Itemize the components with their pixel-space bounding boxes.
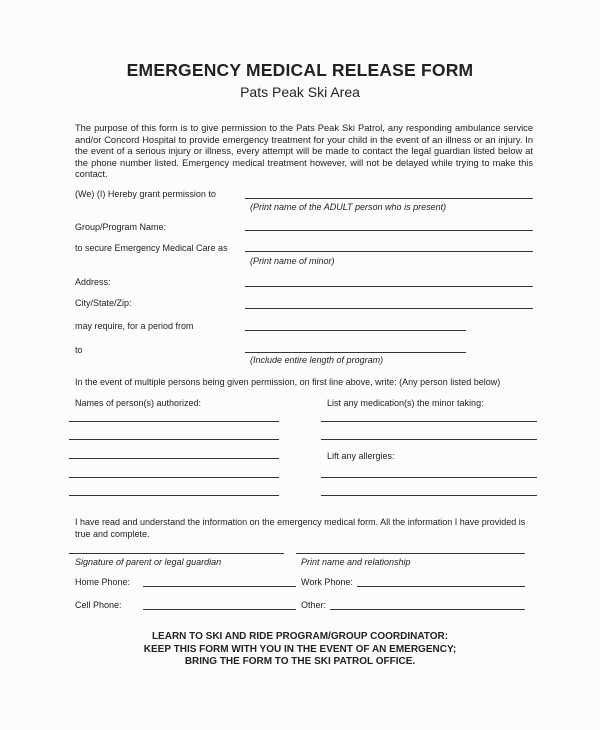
agreement-text: I have read and understand the information on the emergency medical form. All the information I have provided is true and complete. — [75, 517, 526, 539]
grant-label: (We) (I) Hereby grant permission to — [75, 189, 216, 199]
signature-line[interactable] — [69, 553, 284, 554]
authorized-label: Names of person(s) authorized: — [75, 398, 202, 408]
allergies-line[interactable] — [321, 495, 537, 496]
other-phone-line[interactable] — [330, 609, 525, 610]
multiple-persons-note: In the event of multiple persons being given permission, on first line above, write: (Any person listed below) — [75, 377, 501, 387]
authorized-line[interactable] — [69, 477, 279, 478]
medication-label: List any medication(s) the minor taking: — [327, 398, 484, 408]
period-to-line[interactable] — [245, 352, 466, 353]
print-name-line[interactable] — [296, 553, 525, 554]
group-name-line[interactable] — [245, 230, 533, 231]
adult-name-line[interactable] — [245, 198, 533, 199]
secure-label: to secure Emergency Medical Care as — [75, 243, 228, 253]
signature-hint: Signature of parent or legal guardian — [75, 557, 222, 567]
address-label: Address: — [75, 277, 111, 287]
other-phone-label: Other: — [301, 600, 327, 610]
authorized-line[interactable] — [69, 421, 279, 422]
adult-name-hint: (Print name of the ADULT person who is present) — [250, 202, 447, 212]
print-name-hint: Print name and relationship — [301, 557, 411, 567]
footer-line-3: BRING THE FORM TO THE SKI PATROL OFFICE. — [184, 656, 416, 667]
page-subtitle: Pats Peak Ski Area — [240, 84, 360, 100]
work-phone-label: Work Phone: — [301, 577, 353, 587]
authorized-line[interactable] — [69, 439, 279, 440]
to-label: to — [75, 345, 83, 355]
medication-line[interactable] — [321, 421, 537, 422]
city-line[interactable] — [245, 308, 533, 309]
group-label: Group/Program Name: — [75, 222, 167, 232]
length-hint: (Include entire length of program) — [250, 355, 384, 365]
address-line[interactable] — [245, 286, 533, 287]
cell-phone-line[interactable] — [143, 609, 296, 610]
page-title: EMERGENCY MEDICAL RELEASE FORM — [126, 60, 474, 80]
home-phone-label: Home Phone: — [75, 577, 131, 587]
intro-paragraph: The purpose of this form is to give permission to the Pats Peak Ski Patrol, any responding ambulance service and/or Concord Hospital to provide emergency treatment for your child in the event of an illness or an injury. In the event of a serious injury or illness, every attempt will be made to contact the legal guardian listed below at the phone number listed. Emergency medical treatment however, will not be delayed while trying to make this contact. — [75, 123, 533, 179]
minor-name-hint: (Print name of minor) — [250, 256, 335, 266]
allergies-line[interactable] — [321, 477, 537, 478]
home-phone-line[interactable] — [143, 586, 296, 587]
period-label: may require, for a period from — [75, 321, 194, 331]
allergies-label: Lift any allergies: — [327, 451, 395, 461]
cell-phone-label: Cell Phone: — [75, 600, 122, 610]
footer-line-1: LEARN TO SKI AND RIDE PROGRAM/GROUP COORDINATOR: — [151, 631, 449, 642]
authorized-line[interactable] — [69, 458, 279, 459]
city-label: City/State/Zip: — [75, 298, 132, 308]
medication-line[interactable] — [321, 439, 537, 440]
period-from-line[interactable] — [245, 330, 466, 331]
minor-name-line[interactable] — [245, 251, 533, 252]
authorized-line[interactable] — [69, 495, 279, 496]
footer-line-2: KEEP THIS FORM WITH YOU IN THE EVENT OF AN EMERGENCY; — [143, 643, 457, 655]
footer-instructions — [0, 631, 600, 669]
work-phone-line[interactable] — [357, 586, 525, 587]
